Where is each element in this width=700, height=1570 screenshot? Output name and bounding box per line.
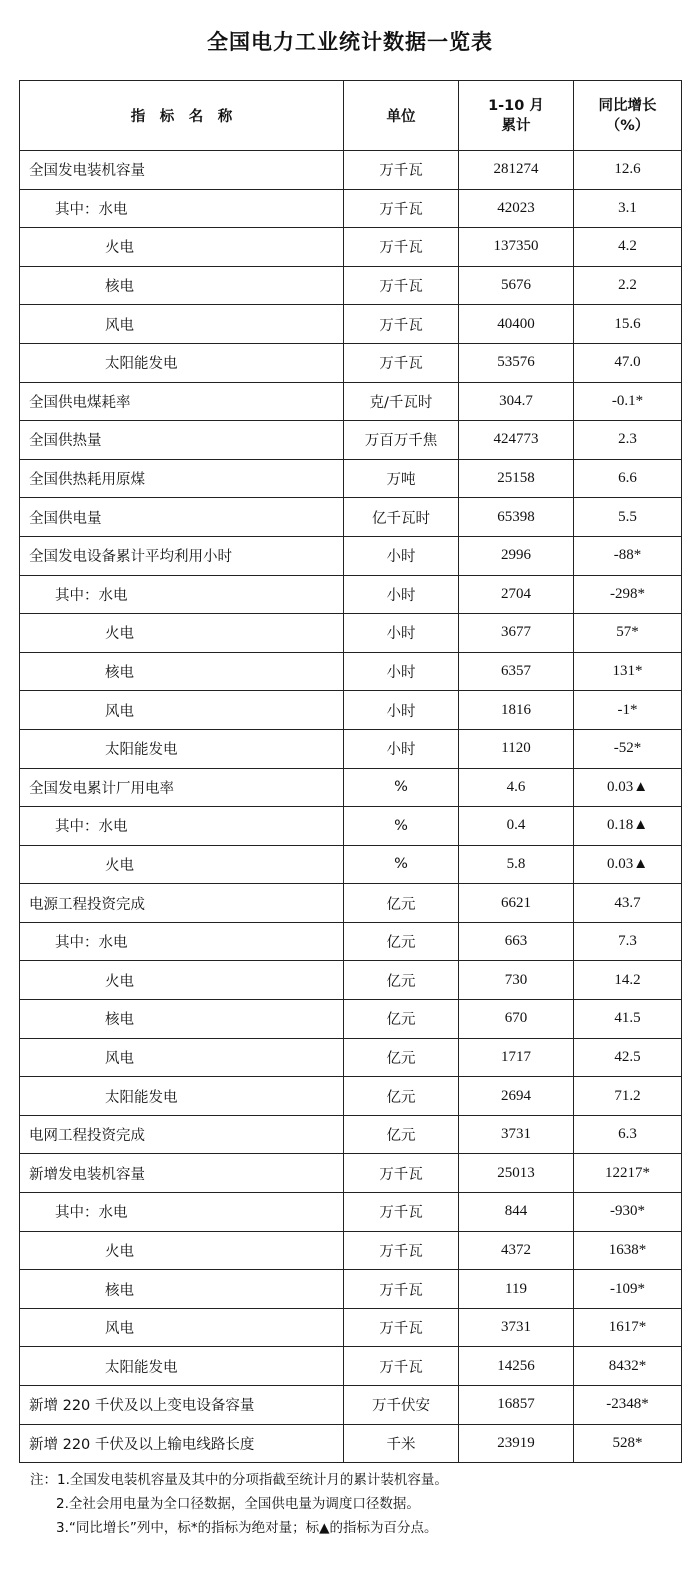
yoy-change-cell: 0.18▲ (574, 807, 682, 846)
cumulative-value-cell: 42023 (459, 189, 574, 228)
footnote-1: 注：1.全国发电装机容量及其中的分项指截至统计月的累计装机容量。 (30, 1472, 448, 1488)
table-row (20, 884, 682, 923)
unit-cell: 亿元 (344, 884, 459, 923)
page-title: 全国电力工业统计数据一览表 (207, 30, 493, 54)
indicator-name-cell: 风电 (20, 691, 344, 730)
yoy-change-cell: -1* (574, 691, 682, 730)
indicator-name-cell: 太阳能发电 (20, 1347, 344, 1386)
cumulative-value-cell: 25158 (459, 459, 574, 498)
unit-cell: 万千瓦 (344, 1193, 459, 1232)
yoy-change-cell: 6.6 (574, 459, 682, 498)
yoy-change-cell: 57* (574, 614, 682, 653)
yoy-change-cell: 528* (574, 1424, 682, 1463)
indicator-name-cell: 火电 (20, 228, 344, 267)
yoy-change-cell: 6.3 (574, 1115, 682, 1154)
cumulative-value-cell: 0.4 (459, 807, 574, 846)
table-row (20, 189, 682, 228)
indicator-name-cell: 风电 (20, 1308, 344, 1347)
unit-cell: 亿元 (344, 961, 459, 1000)
yoy-change-cell: 2.2 (574, 266, 682, 305)
unit-cell: 万千瓦 (344, 266, 459, 305)
table-row (20, 1193, 682, 1232)
indicator-name-cell: 核电 (20, 1000, 344, 1039)
yoy-change-cell: 14.2 (574, 961, 682, 1000)
yoy-change-cell: 12.6 (574, 151, 682, 190)
indicator-name-cell: 新增发电装机容量 (20, 1154, 344, 1193)
cumulative-value-cell: 2996 (459, 536, 574, 575)
indicator-name-cell: 火电 (20, 1231, 344, 1270)
cumulative-value-cell: 5676 (459, 266, 574, 305)
indicator-name-cell: 核电 (20, 652, 344, 691)
cumulative-value-cell: 23919 (459, 1424, 574, 1463)
unit-cell: 万千瓦 (344, 1154, 459, 1193)
unit-cell: 万千瓦 (344, 343, 459, 382)
header-indicator-name: 指 标 名 称 (20, 81, 344, 151)
cumulative-value-cell: 281274 (459, 151, 574, 190)
indicator-name-cell: 风电 (20, 1038, 344, 1077)
unit-cell: 亿元 (344, 1077, 459, 1116)
unit-cell: 万千伏安 (344, 1386, 459, 1425)
indicator-name-cell: 火电 (20, 614, 344, 653)
header-yoy-line1: 同比增长 (598, 97, 657, 114)
table-row (20, 305, 682, 344)
indicator-name-cell: 全国发电装机容量 (20, 151, 344, 190)
table-row (20, 614, 682, 653)
unit-cell: 万百万千焦 (344, 421, 459, 460)
cumulative-value-cell: 3677 (459, 614, 574, 653)
yoy-change-cell: 0.03▲ (574, 768, 682, 807)
header-cumulative-line1: 1-10 月 (488, 97, 544, 114)
yoy-change-cell: 71.2 (574, 1077, 682, 1116)
table-row (20, 922, 682, 961)
unit-cell: 亿元 (344, 922, 459, 961)
cumulative-value-cell: 4.6 (459, 768, 574, 807)
yoy-change-cell: -0.1* (574, 382, 682, 421)
statistics-table (19, 80, 682, 1463)
table-row (20, 1231, 682, 1270)
cumulative-value-cell: 6357 (459, 652, 574, 691)
table-row (20, 845, 682, 884)
yoy-change-cell: 1638* (574, 1231, 682, 1270)
table-row (20, 1077, 682, 1116)
unit-cell: 小时 (344, 575, 459, 614)
table-row (20, 729, 682, 768)
indicator-name-cell: 全国供电煤耗率 (20, 382, 344, 421)
unit-cell: 小时 (344, 536, 459, 575)
yoy-change-cell: -88* (574, 536, 682, 575)
header-cumulative-line2: 累计 (501, 117, 531, 134)
table-row (20, 228, 682, 267)
table-row (20, 151, 682, 190)
unit-cell: 万千瓦 (344, 305, 459, 344)
indicator-name-cell: 全国供热量 (20, 421, 344, 460)
unit-cell: 万千瓦 (344, 228, 459, 267)
unit-cell: 小时 (344, 729, 459, 768)
footnote-2: 2.全社会用电量为全口径数据，全国供电量为调度口径数据。 (56, 1496, 420, 1512)
unit-cell: 克/千瓦时 (344, 382, 459, 421)
unit-cell: 万千瓦 (344, 151, 459, 190)
table-body (20, 151, 682, 1463)
yoy-change-cell: 41.5 (574, 1000, 682, 1039)
indicator-name-cell: 太阳能发电 (20, 729, 344, 768)
yoy-change-cell: 3.1 (574, 189, 682, 228)
table-row (20, 807, 682, 846)
unit-cell: 万千瓦 (344, 1308, 459, 1347)
unit-cell: 万吨 (344, 459, 459, 498)
table-row (20, 1424, 682, 1463)
table-header (20, 81, 682, 151)
yoy-change-cell: 15.6 (574, 305, 682, 344)
table-row (20, 459, 682, 498)
table-row (20, 1115, 682, 1154)
footnote-3: 3.“同比增长”列中，标*的指标为绝对量；标▲的指标为百分点。 (56, 1520, 438, 1536)
table-row (20, 1386, 682, 1425)
unit-cell: 亿千瓦时 (344, 498, 459, 537)
yoy-change-cell: 0.03▲ (574, 845, 682, 884)
table-row (20, 1347, 682, 1386)
cumulative-value-cell: 137350 (459, 228, 574, 267)
yoy-change-cell: -52* (574, 729, 682, 768)
unit-cell: % (344, 807, 459, 846)
table-row (20, 691, 682, 730)
cumulative-value-cell: 25013 (459, 1154, 574, 1193)
table-row (20, 652, 682, 691)
indicator-name-cell: 其中：水电 (20, 1193, 344, 1232)
unit-cell: 亿元 (344, 1038, 459, 1077)
header-yoy-line2: （%） (605, 117, 650, 134)
cumulative-value-cell: 1120 (459, 729, 574, 768)
cumulative-value-cell: 3731 (459, 1308, 574, 1347)
yoy-change-cell: 4.2 (574, 228, 682, 267)
cumulative-value-cell: 4372 (459, 1231, 574, 1270)
table-row (20, 498, 682, 537)
cumulative-value-cell: 14256 (459, 1347, 574, 1386)
table-row (20, 343, 682, 382)
table-row (20, 1270, 682, 1309)
unit-cell: 亿元 (344, 1000, 459, 1039)
indicator-name-cell: 新增 220 千伏及以上输电线路长度 (20, 1424, 344, 1463)
cumulative-value-cell: 5.8 (459, 845, 574, 884)
yoy-change-cell: 12217* (574, 1154, 682, 1193)
indicator-name-cell: 全国发电设备累计平均利用小时 (20, 536, 344, 575)
indicator-name-cell: 核电 (20, 1270, 344, 1309)
unit-cell: % (344, 845, 459, 884)
table-row (20, 1308, 682, 1347)
footnotes (30, 1468, 448, 1540)
cumulative-value-cell: 1717 (459, 1038, 574, 1077)
yoy-change-cell: 47.0 (574, 343, 682, 382)
cumulative-value-cell: 16857 (459, 1386, 574, 1425)
table-row (20, 1154, 682, 1193)
indicator-name-cell: 核电 (20, 266, 344, 305)
indicator-name-cell: 全国供电量 (20, 498, 344, 537)
indicator-name-cell: 新增 220 千伏及以上变电设备容量 (20, 1386, 344, 1425)
unit-cell: 万千瓦 (344, 1347, 459, 1386)
table-row (20, 1000, 682, 1039)
table-row (20, 382, 682, 421)
yoy-change-cell: -930* (574, 1193, 682, 1232)
table-row (20, 536, 682, 575)
cumulative-value-cell: 1816 (459, 691, 574, 730)
unit-cell: 小时 (344, 691, 459, 730)
cumulative-value-cell: 6621 (459, 884, 574, 923)
cumulative-value-cell: 424773 (459, 421, 574, 460)
unit-cell: 亿元 (344, 1115, 459, 1154)
table-row (20, 1038, 682, 1077)
cumulative-value-cell: 2704 (459, 575, 574, 614)
cumulative-value-cell: 119 (459, 1270, 574, 1309)
cumulative-value-cell: 730 (459, 961, 574, 1000)
unit-cell: % (344, 768, 459, 807)
indicator-name-cell: 全国发电累计厂用电率 (20, 768, 344, 807)
yoy-change-cell: 43.7 (574, 884, 682, 923)
cumulative-value-cell: 304.7 (459, 382, 574, 421)
cumulative-value-cell: 53576 (459, 343, 574, 382)
yoy-change-cell: 2.3 (574, 421, 682, 460)
yoy-change-cell: -2348* (574, 1386, 682, 1425)
indicator-name-cell: 全国供热耗用原煤 (20, 459, 344, 498)
table-row (20, 421, 682, 460)
indicator-name-cell: 火电 (20, 845, 344, 884)
unit-cell: 千米 (344, 1424, 459, 1463)
yoy-change-cell: -298* (574, 575, 682, 614)
indicator-name-cell: 太阳能发电 (20, 343, 344, 382)
header-unit: 单位 (344, 81, 459, 151)
indicator-name-cell: 风电 (20, 305, 344, 344)
indicator-name-cell: 电源工程投资完成 (20, 884, 344, 923)
cumulative-value-cell: 40400 (459, 305, 574, 344)
indicator-name-cell: 其中：水电 (20, 807, 344, 846)
unit-cell: 万千瓦 (344, 1270, 459, 1309)
cumulative-value-cell: 670 (459, 1000, 574, 1039)
table-row (20, 575, 682, 614)
yoy-change-cell: 5.5 (574, 498, 682, 537)
unit-cell: 小时 (344, 614, 459, 653)
yoy-change-cell: 42.5 (574, 1038, 682, 1077)
unit-cell: 万千瓦 (344, 1231, 459, 1270)
unit-cell: 小时 (344, 652, 459, 691)
yoy-change-cell: 8432* (574, 1347, 682, 1386)
cumulative-value-cell: 2694 (459, 1077, 574, 1116)
yoy-change-cell: 7.3 (574, 922, 682, 961)
yoy-change-cell: -109* (574, 1270, 682, 1309)
header-yoy (574, 81, 682, 151)
indicator-name-cell: 其中：水电 (20, 189, 344, 228)
cumulative-value-cell: 3731 (459, 1115, 574, 1154)
yoy-change-cell: 131* (574, 652, 682, 691)
cumulative-value-cell: 663 (459, 922, 574, 961)
indicator-name-cell: 太阳能发电 (20, 1077, 344, 1116)
table-row (20, 768, 682, 807)
header-cumulative (459, 81, 574, 151)
indicator-name-cell: 其中：水电 (20, 575, 344, 614)
unit-cell: 万千瓦 (344, 189, 459, 228)
cumulative-value-cell: 65398 (459, 498, 574, 537)
indicator-name-cell: 火电 (20, 961, 344, 1000)
yoy-change-cell: 1617* (574, 1308, 682, 1347)
cumulative-value-cell: 844 (459, 1193, 574, 1232)
indicator-name-cell: 电网工程投资完成 (20, 1115, 344, 1154)
table-row (20, 266, 682, 305)
table-row (20, 961, 682, 1000)
indicator-name-cell: 其中：水电 (20, 922, 344, 961)
